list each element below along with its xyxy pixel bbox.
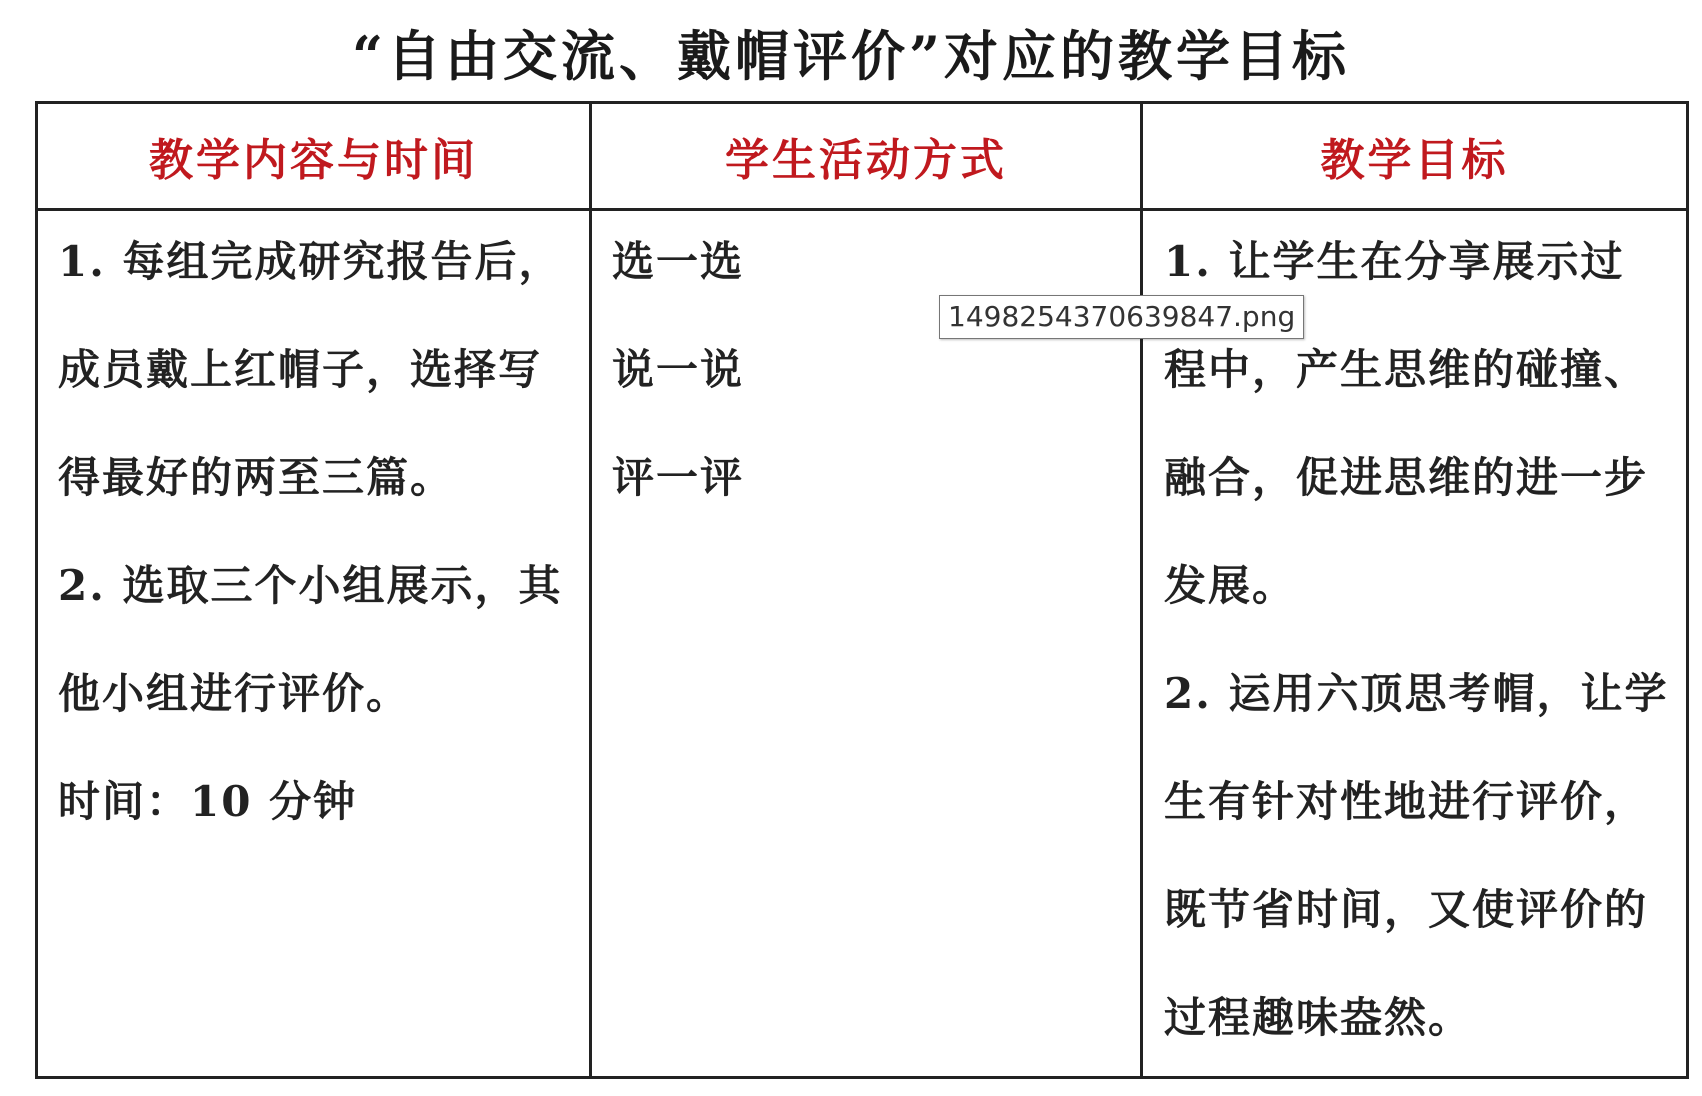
goal-line: 既节省时间，又使评价的 xyxy=(1164,885,1649,934)
activity-line: 说一说 xyxy=(612,345,745,394)
content-line: 2. 选取三个小组展示，其 xyxy=(58,561,563,610)
column-divider xyxy=(1140,104,1143,1076)
content-time-line: 时间：10 分钟 xyxy=(58,777,358,826)
activity-line: 选一选 xyxy=(612,237,745,286)
header-goals: 教学目标 xyxy=(1320,135,1509,186)
goal-line: 2. 运用六顶思考帽，让学 xyxy=(1164,669,1669,718)
content-line: 1. 每组完成研究报告后， xyxy=(58,237,563,286)
document-title: “自由交流、戴帽评价”对应的教学目标 xyxy=(351,24,1351,88)
goal-line: 程中，产生思维的碰撞、 xyxy=(1164,345,1649,394)
header-content-time: 教学内容与时间 xyxy=(149,135,478,186)
content-line: 他小组进行评价。 xyxy=(58,669,411,718)
activity-cell xyxy=(612,232,744,556)
goal-line: 1. 让学生在分享展示过 xyxy=(1164,237,1625,286)
goal-line: 过程趣味盎然。 xyxy=(1164,993,1473,1042)
content-line: 成员戴上红帽子，选择写 xyxy=(58,345,543,394)
goal-line: 生有针对性地进行评价， xyxy=(1164,777,1649,826)
filename-tooltip: 1498254370639847.png xyxy=(939,295,1304,339)
header-activity: 学生活动方式 xyxy=(725,135,1007,186)
activity-line: 评一评 xyxy=(612,453,745,502)
content-line: 得最好的两至三篇。 xyxy=(58,453,455,502)
content-time-cell xyxy=(58,232,562,880)
goal-line: 发展。 xyxy=(1164,561,1297,610)
header-divider xyxy=(38,208,1686,211)
goal-line: 融合，促进思维的进一步 xyxy=(1164,453,1649,502)
column-divider xyxy=(589,104,592,1076)
goals-cell xyxy=(1164,232,1668,1096)
teaching-goals-table xyxy=(35,101,1689,1079)
